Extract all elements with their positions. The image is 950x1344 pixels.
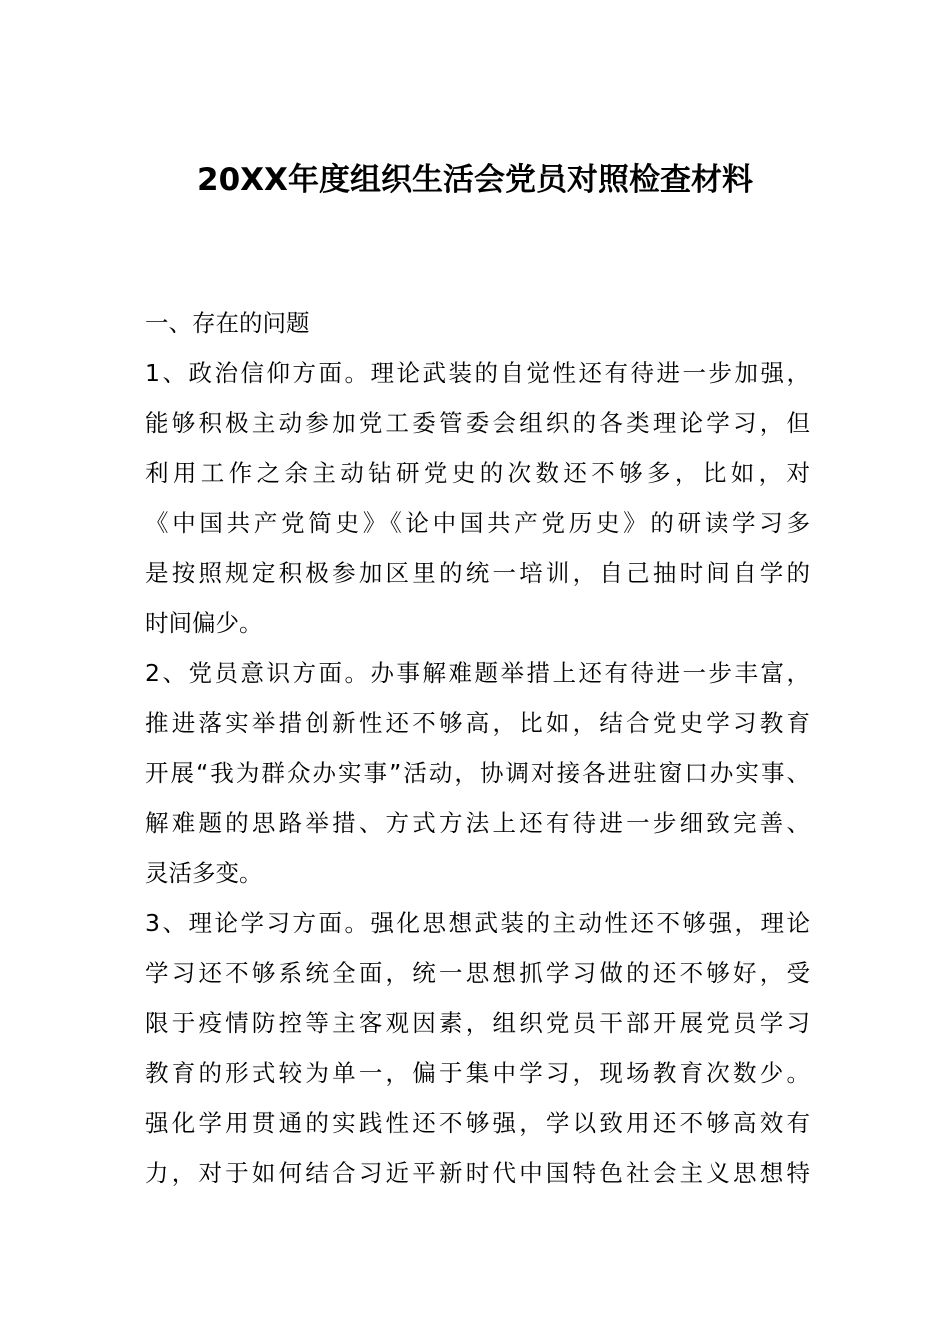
document-body [145,298,810,1198]
paragraph-line: 限于疫情防控等主客观因素，组织党员干部开展党员学习 [145,1009,810,1037]
paragraph-line: 开展“我为群众办实事”活动，协调对接各进驻窗口办实事、 [145,759,810,787]
section-heading: 一、存在的问题 [145,309,310,337]
paragraph-line: 推进落实举措创新性还不够高，比如，结合党史学习教育 [145,709,810,737]
paragraph-line: 强化学用贯通的实践性还不够强，学以致用还不够高效有 [145,1109,810,1137]
paragraph-line: 学习还不够系统全面，统一思想抓学习做的还不够好，受 [145,959,810,987]
paragraph-line: 教育的形式较为单一，偏于集中学习，现场教育次数少。 [145,1059,810,1087]
paragraph-line: 灵活多变。 [145,859,263,887]
document-title: 20XX年度组织生活会党员对照检查材料 [197,162,753,198]
paragraph-line: 解难题的思路举措、方式方法上还有待进一步细致完善、 [145,809,810,837]
paragraph-line: 力，对于如何结合习近平新时代中国特色社会主义思想特 [145,1159,810,1187]
paragraph-line: 利用工作之余主动钻研党史的次数还不够多，比如，对 [145,459,810,487]
paragraph-line: 《中国共产党简史》《论中国共产党历史》的研读学习多 [145,509,810,537]
paragraph-line: 2、党员意识方面。办事解难题举措上还有待进一步丰富， [145,659,810,687]
paragraph-line: 1、政治信仰方面。理论武装的自觉性还有待进一步加强， [145,359,810,387]
paragraph-line: 3、理论学习方面。强化思想武装的主动性还不够强，理论 [145,909,810,937]
paragraph-line: 时间偏少。 [145,609,263,637]
paragraph-line: 能够积极主动参加党工委管委会组织的各类理论学习，但 [145,409,810,437]
paragraph-line: 是按照规定积极参加区里的统一培训，自己抽时间自学的 [145,559,810,587]
